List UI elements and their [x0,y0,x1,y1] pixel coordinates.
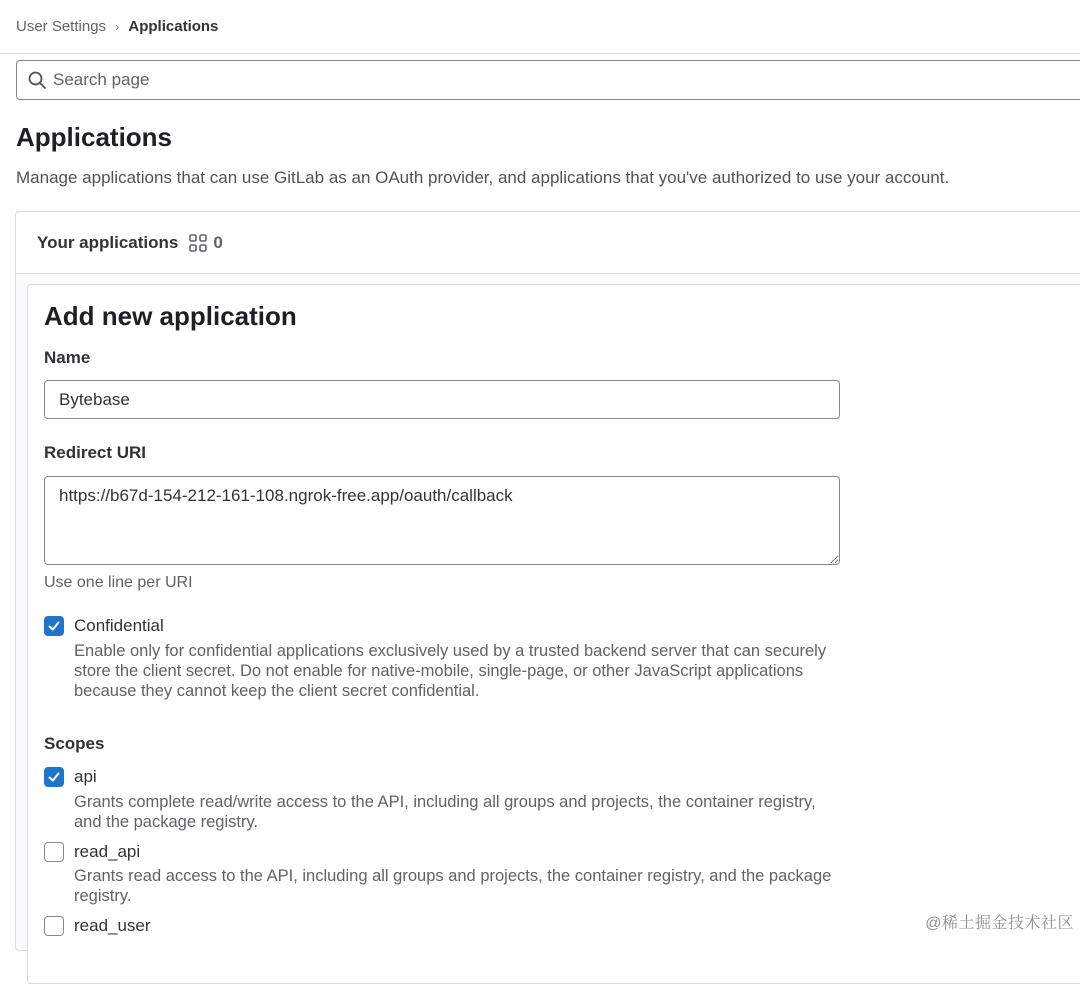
page-title: Applications [16,122,172,153]
name-field[interactable] [44,380,840,419]
name-label: Name [44,348,90,368]
confidential-description: Enable only for confidential applications exclusively used by a trusted backend server that can securely store the client secret. Do not enable for native-mobile, single-page, or other JavaScript applications because they cannot keep the client secret confidential. [74,641,834,701]
scope-read-user[interactable] [44,916,151,936]
watermark: @稀土掘金技术社区 [925,910,1074,933]
scope-read-api-checkbox[interactable] [44,842,64,862]
breadcrumb-item-user-settings[interactable]: User Settings [16,18,106,35]
redirect-uri-help: Use one line per URI [44,574,193,592]
scope-read-api[interactable] [44,842,140,862]
page-description: Manage applications that can use GitLab as an OAuth provider, and applications that you've authorized to use your account. [16,168,949,188]
your-applications-card [15,211,1080,951]
scope-api-label: api [74,767,97,787]
form-title: Add new application [44,301,297,332]
scope-read-user-checkbox[interactable] [44,916,64,936]
confidential-option[interactable] [44,616,164,636]
scope-read-api-description: Grants read access to the API, including all groups and projects, the container registry, and the package registry. [74,866,834,906]
your-applications-title: Your applications [37,233,178,253]
check-icon [47,619,61,633]
redirect-uri-label: Redirect URI [44,443,146,463]
search-box[interactable] [16,60,1080,100]
add-application-form [27,284,1080,984]
applications-icon [189,234,207,252]
scope-api-description: Grants complete read/write access to the API, including all groups and projects, the container registry, and the package registry. [74,792,834,832]
applications-count: 0 [213,233,222,253]
scopes-label: Scopes [44,734,104,754]
breadcrumb-item-applications: Applications [128,18,218,35]
scope-read-api-label: read_api [74,842,140,862]
confidential-checkbox[interactable] [44,616,64,636]
breadcrumb [0,0,1080,54]
scope-read-user-label: read_user [74,916,151,936]
search-input[interactable] [51,69,951,91]
check-icon [47,770,61,784]
search-icon [27,70,47,90]
confidential-label: Confidential [74,616,164,636]
scope-api[interactable] [44,767,97,787]
redirect-uri-field[interactable] [44,476,840,565]
breadcrumb-separator: › [115,19,119,34]
your-applications-header [16,212,1080,274]
scope-api-checkbox[interactable] [44,767,64,787]
